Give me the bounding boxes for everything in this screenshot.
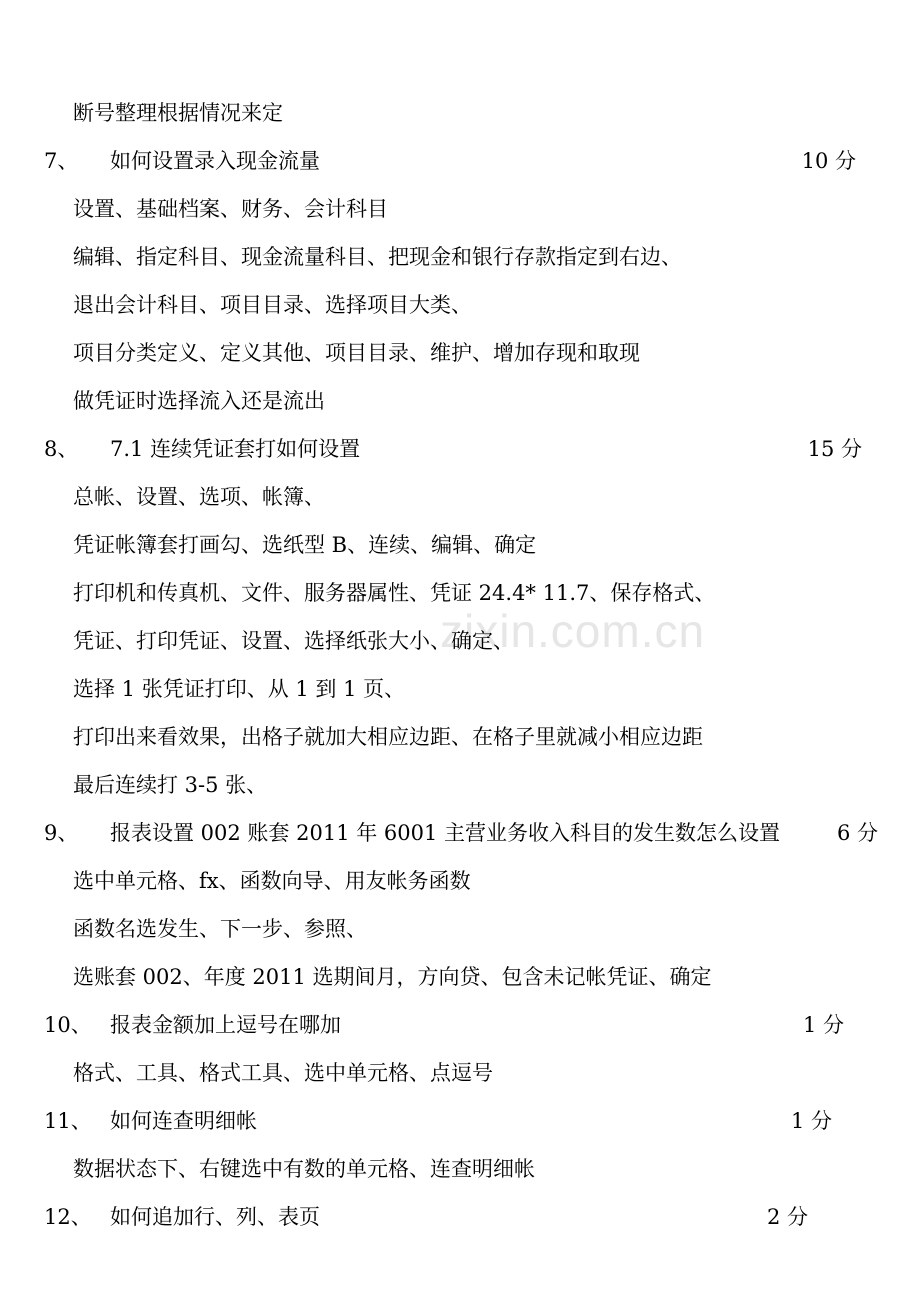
text-line: 选择 1 张凭证打印、从 1 到 1 页、 <box>73 677 406 701</box>
text-line: 设置、基础档案、财务、会计科目 <box>73 197 388 221</box>
question-score: 2 分 <box>766 1205 808 1229</box>
text-line: 项目分类定义、定义其他、项目目录、维护、增加存现和取现 <box>73 341 640 365</box>
text-line: 退出会计科目、项目目录、选择项目大类、 <box>73 293 472 317</box>
question-text: 如何设置录入现金流量 <box>110 149 320 173</box>
text-line: 格式、工具、格式工具、选中单元格、点逗号 <box>73 1061 493 1085</box>
question-text: 如何追加行、列、表页 <box>110 1205 320 1229</box>
text-line: 编辑、指定科目、现金流量科目、把现金和银行存款指定到右边、 <box>73 245 682 269</box>
text-line: 选账套 002、年度 2011 选期间月，方向贷、包含未记帐凭证、确定 <box>73 965 712 989</box>
question-score: 1 分 <box>802 1013 844 1037</box>
question-text: 报表设置 002 账套 2011 年 6001 主营业务收入科目的发生数怎么设置 <box>110 821 781 845</box>
text-line: 打印出来看效果，出格子就加大相应边距、在格子里就减小相应边距 <box>73 725 703 749</box>
question-text: 如何连查明细帐 <box>110 1109 257 1133</box>
question-number: 9、 <box>44 821 79 845</box>
question-number: 10、 <box>44 1013 92 1037</box>
text-line: 总帐、设置、选项、帐簿、 <box>73 485 325 509</box>
watermark: zixin.com.cn <box>440 605 706 657</box>
question-text: 7.1 连续凭证套打如何设置 <box>110 437 361 461</box>
text-line: 选中单元格、fx、函数向导、用友帐务函数 <box>73 869 471 893</box>
question-text: 报表金额加上逗号在哪加 <box>110 1013 341 1037</box>
question-score: 15 分 <box>807 437 862 461</box>
question-score: 10 分 <box>801 149 856 173</box>
text-line: 函数名选发生、下一步、参照、 <box>73 917 367 941</box>
text-line: 最后连续打 3-5 张、 <box>73 773 268 797</box>
text-line: 凭证、打印凭证、设置、选择纸张大小、确定、 <box>73 629 514 653</box>
question-number: 8、 <box>44 437 79 461</box>
question-score: 1 分 <box>790 1109 832 1133</box>
text-line: 数据状态下、右键选中有数的单元格、连查明细帐 <box>73 1157 535 1181</box>
text-line: 断号整理根据情况来定 <box>73 101 283 125</box>
text-line: 打印机和传真机、文件、服务器属性、凭证 24.4* 11.7、保存格式、 <box>73 581 716 605</box>
question-number: 7、 <box>44 149 79 173</box>
question-number: 12、 <box>44 1205 92 1229</box>
text-line: 凭证帐簿套打画勾、选纸型 B、连续、编辑、确定 <box>73 533 537 557</box>
text-line: 做凭证时选择流入还是流出 <box>73 389 325 413</box>
question-number: 11、 <box>44 1109 92 1133</box>
question-score: 6 分 <box>836 821 878 845</box>
